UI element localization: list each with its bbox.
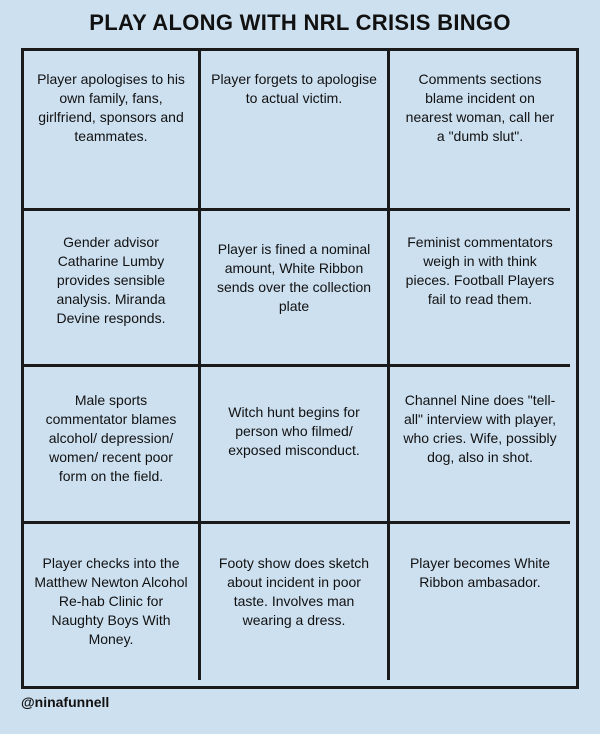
bingo-cell: Player apologises to his own family, fans, girlfriend, sponsors and teammates. [24, 51, 201, 211]
bingo-cell: Comments sections blame incident on nearest woman, call her a "dumb slut". [390, 51, 570, 211]
bingo-cell: Feminist commentators weigh in with think pieces. Football Players fail to read them. [390, 211, 570, 367]
bingo-cell: Male sports commentator blames alcohol/ depression/ women/ recent poor form on the field. [24, 367, 201, 524]
bingo-cell: Player is fined a nominal amount, White Ribbon sends over the collection plate [201, 211, 390, 367]
bingo-grid [21, 48, 579, 689]
bingo-cell: Witch hunt begins for person who filmed/ exposed misconduct. [201, 367, 390, 524]
bingo-cell: Player becomes White Ribbon ambasador. [409, 555, 551, 590]
bingo-cell: Player forgets to apologise to actual victim. [201, 51, 390, 211]
author-handle: @ninafunnell [21, 694, 110, 710]
bingo-cell: Gender advisor Catharine Lumby provides sensible analysis. Miranda Devine responds. [24, 211, 201, 367]
bingo-cell: Player checks into the Matthew Newton Alcohol Re-hab Clinic for Naughty Boys With Money. [24, 524, 201, 680]
bingo-title: PLAY ALONG WITH NRL CRISIS BINGO [89, 10, 511, 35]
bingo-cell: Channel Nine does "tell-all" interview with player, who cries. Wife, possibly dog, also in shot. [390, 367, 570, 524]
bingo-cell: Footy show does sketch about incident in poor taste. Involves man wearing a dress. [201, 524, 390, 680]
